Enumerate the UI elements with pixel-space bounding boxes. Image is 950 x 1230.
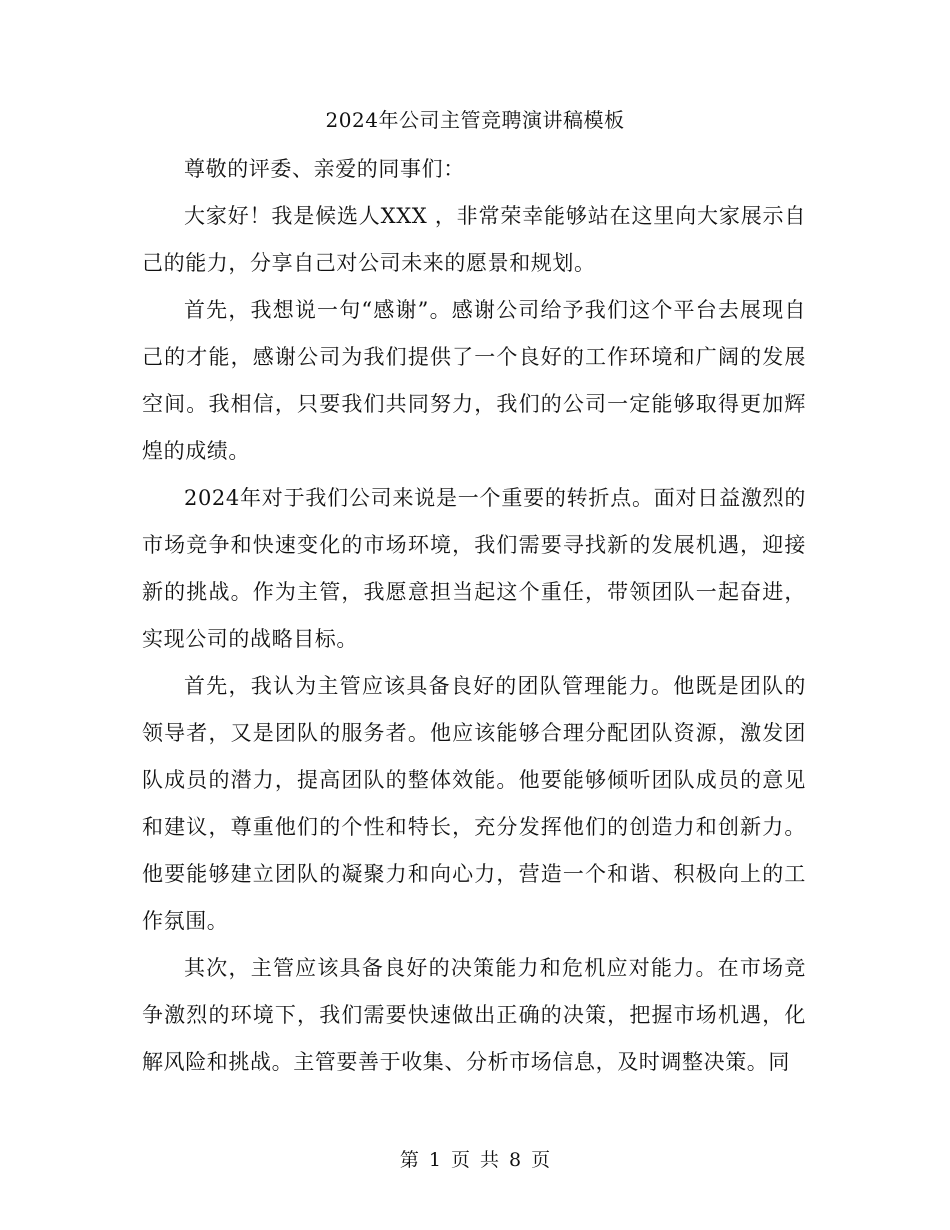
paragraph-decision-making: 其次，主管应该具备良好的决策能力和危机应对能力。在市场竞争激烈的环境下，我们需要快速做出正确的决策，把握市场机遇，化解风险和挑战。主管要善于收集、分析市场信息，及时调整决策。同	[142, 956, 806, 1074]
paragraph-greeting: 大家好！我是候选人XXX ，非常荣幸能够站在这里向大家展示自己的能力，分享自己对公司未来的愿景和规划。	[142, 204, 806, 275]
page-footer: 第 1 页 共 8 页	[399, 1149, 551, 1171]
document-body	[142, 146, 806, 1086]
paragraph-salutation: 尊敬的评委、亲爱的同事们：	[184, 157, 465, 181]
page-title: 2024年公司主管竞聘演讲稿模板	[325, 108, 625, 132]
paragraph-2024-outlook: 2024年对于我们公司来说是一个重要的转折点。面对日益激烈的市场竞争和快速变化的市场环境，我们需要寻找新的发展机遇，迎接新的挑战。作为主管，我愿意担当起这个重任，带领团队一起奋进，实现公司的战略目标。	[142, 486, 806, 651]
paragraph-team-management: 首先，我认为主管应该具备良好的团队管理能力。他既是团队的领导者，又是团队的服务者。他应该能够合理分配团队资源，激发团队成员的潜力，提高团队的整体效能。他要能够倾听团队成员的意见和建议，尊重他们的个性和特长，充分发挥他们的创造力和创新力。他要能够建立团队的凝聚力和向心力，营造一个和谐、积极向上的工作氛围。	[142, 674, 806, 933]
paragraph-thanks: 首先，我想说一句“感谢”。感谢公司给予我们这个平台去展现自己的才能，感谢公司为我们提供了一个良好的工作环境和广阔的发展空间。我相信，只要我们共同努力，我们的公司一定能够取得更加辉煌的成绩。	[142, 298, 806, 463]
